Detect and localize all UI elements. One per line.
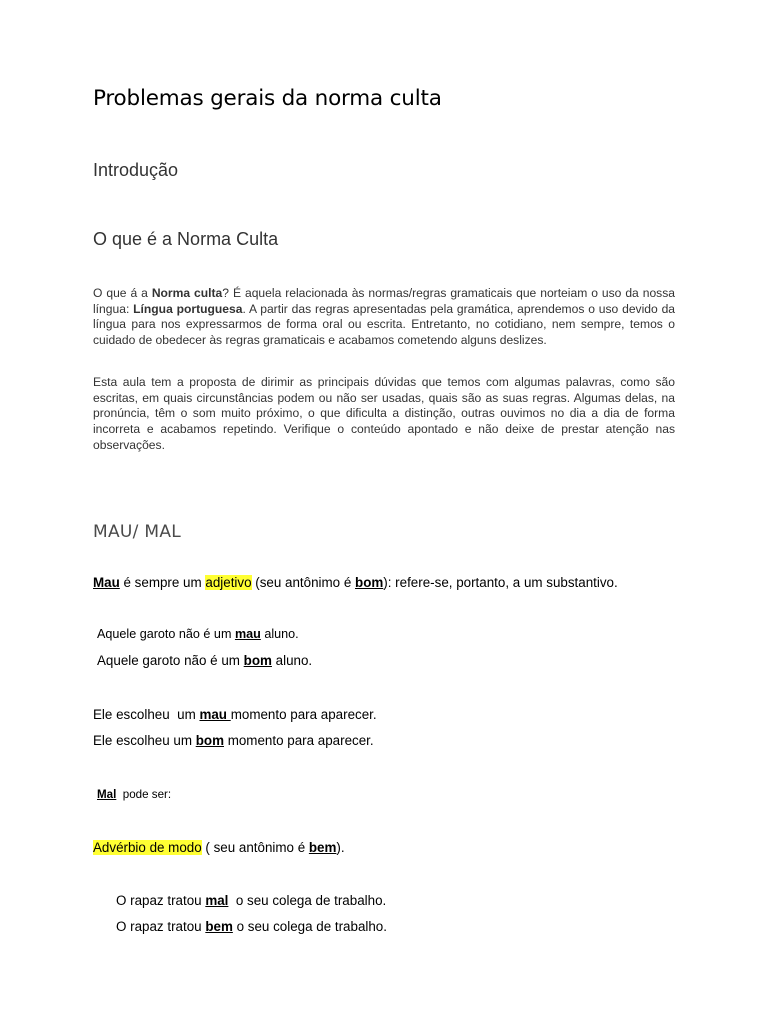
example-line-4 [93,733,374,748]
example-2-text-c: aluno. [271,653,313,668]
heading-norma-culta: O que é a Norma Culta [93,229,279,249]
example-4-text-a: Ele escolheu um [93,733,196,748]
word-mau: Mau [93,575,120,590]
mau-rule-text-1: é sempre um [119,575,206,590]
example-4-word: bom [195,733,224,748]
example-1-text-a: Aquele garoto não é um [97,627,235,641]
word-bom: bom [355,575,384,590]
paragraph-norma-culta [93,286,675,349]
example-line-5 [116,893,386,908]
example-3-word: mau [199,707,231,722]
p1-bold-lingua-portuguesa: Língua portuguesa [133,301,243,316]
example-line-3 [93,707,377,722]
mau-rule-text-2: (seu antônimo é [251,575,356,590]
example-line-6 [116,919,387,934]
example-2-word: bom [243,653,272,668]
example-1-word: mau [234,627,261,641]
highlight-adverbio-de-modo: Advérbio de modo [93,840,202,855]
example-3-text-a: Ele escolheu um [93,707,200,722]
adverbio-text: ( seu antônimo é [201,840,309,855]
word-mal: Mal [97,788,117,801]
adverbio-text-end: ). [336,840,345,855]
p1-text-c: ? É aquela relacionada às normas/regras gramaticais que norteiam o uso da nossa língua: [93,286,675,316]
p1-text-a: O que á a [93,286,152,300]
highlight-adjetivo: adjetivo [205,575,252,590]
example-line-2 [97,653,312,668]
example-5-word: mal [205,893,229,908]
example-3-text-c: momento para aparecer. [230,707,377,722]
example-6-text-a: O rapaz tratou [116,919,206,934]
mau-rule-line [93,575,618,590]
example-1-text-c: aluno. [260,627,299,641]
example-4-text-c: momento para aparecer. [223,733,374,748]
p1-text-e: . A partir das regras apresentadas pela gramática, aprendemos o uso devido da língua para nos expressarmos de forma oral ou escrita. Entretanto, no cotidiano, nem sempre, temos o cuidado de obedecer às regras gramaticais e acabamos cometendo alguns deslizes. [93,301,676,348]
example-6-text-c: o seu colega de trabalho. [232,919,387,934]
paragraph-proposta-aula: Esta aula tem a proposta de dirimir as principais dúvidas que temos com algumas palavras, como são escritas, em quais circunstâncias podem ou não ser usadas, quais são as suas regras. Algumas delas, na pronúncia, têm o som muito próximo, o que dificulta a distinção, outras ouvimos no dia a dia de forma incorreta e acabamos repetindo. Verifique o conteúdo apontado e não deixe de prestar atenção nas observações. [93,375,675,452]
p1-bold-norma-culta: Norma culta [151,286,223,300]
example-line-1 [97,627,299,641]
example-2-text-a: Aquele garoto não é um [97,653,244,668]
mal-intro-line [97,788,171,801]
document-title: Problemas gerais da norma culta [93,86,442,111]
example-5-text-c: o seu colega de trabalho. [228,893,387,908]
adverbio-de-modo-line [93,840,345,855]
section-heading-mau-mal: MAU/ MAL [93,522,182,542]
mau-rule-text-3: ): refere-se, portanto, a um substantivo. [383,575,618,590]
example-5-text-a: O rapaz tratou [116,893,206,908]
example-6-word: bem [205,919,233,934]
mal-intro-text: pode ser: [116,788,172,801]
word-bem: bem [308,840,337,855]
heading-introducao: Introdução [93,160,179,180]
